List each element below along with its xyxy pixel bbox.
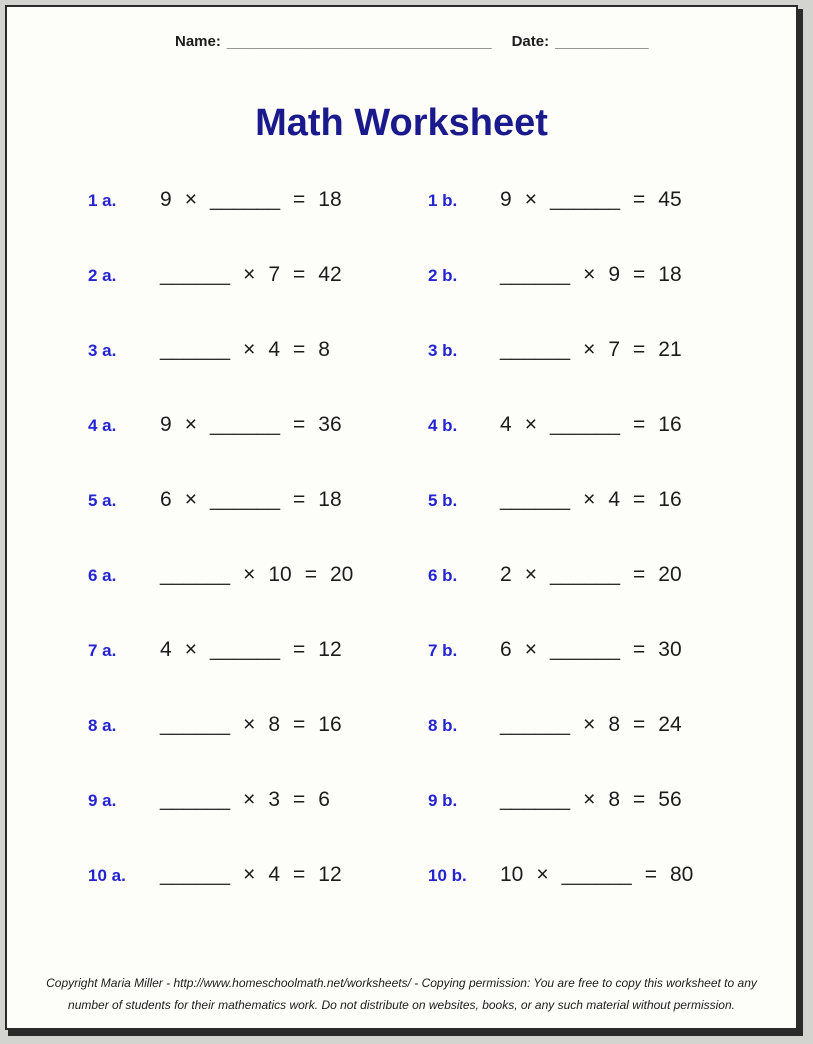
problem-4a	[88, 413, 428, 488]
problems-grid	[88, 188, 780, 938]
answer-blank: ______	[160, 563, 231, 586]
expression-token: =	[633, 488, 646, 511]
expression-token: 21	[658, 338, 682, 361]
problem-expression	[160, 638, 342, 662]
problem-7b	[428, 638, 780, 713]
problem-5a	[88, 488, 428, 563]
expression-token: =	[633, 263, 646, 286]
expression-token: 9	[500, 188, 512, 211]
problem-expression	[500, 338, 682, 362]
problem-expression	[160, 488, 342, 512]
answer-blank: ______	[209, 638, 281, 661]
problem-number-label: 3 b.	[428, 341, 458, 360]
expression-token: 4	[608, 488, 621, 511]
problem-10b	[428, 863, 780, 938]
problem-expression	[160, 713, 342, 737]
answer-blank: ______	[160, 788, 231, 811]
expression-token: 20	[329, 563, 354, 586]
expression-token: ×	[184, 413, 197, 436]
expression-token: 12	[318, 638, 342, 661]
expression-token: ×	[243, 788, 256, 811]
problem-number-label: 7 b.	[428, 641, 458, 660]
problem-number-label: 8 b.	[428, 716, 458, 735]
expression-token: ×	[583, 338, 596, 361]
expression-token: =	[293, 338, 306, 361]
expression-token: =	[633, 713, 646, 736]
expression-token: ×	[524, 413, 537, 436]
problem-number-label: 4 a.	[88, 416, 117, 435]
answer-blank: ______	[209, 488, 281, 511]
problem-expression	[160, 188, 342, 212]
name-label: Name:	[175, 33, 221, 50]
problem-number-label: 4 b.	[428, 416, 458, 435]
problem-number-label: 1 a.	[88, 191, 117, 210]
answer-blank: ______	[549, 638, 621, 661]
expression-token: 2	[500, 563, 512, 586]
problem-expression	[160, 338, 330, 362]
answer-blank: ______	[160, 338, 231, 361]
expression-token: ×	[243, 338, 256, 361]
problem-number-label: 6 b.	[428, 566, 458, 585]
expression-token: ×	[583, 788, 596, 811]
problem-9b	[428, 788, 780, 863]
problem-expression	[500, 788, 682, 812]
expression-token: 6	[500, 638, 512, 661]
worksheet-paper	[5, 5, 798, 1030]
problem-8a	[88, 713, 428, 788]
problem-number-label: 10 b.	[428, 866, 467, 885]
expression-token: 8	[608, 788, 621, 811]
expression-token: 24	[658, 713, 682, 736]
answer-blank: ______	[500, 263, 571, 286]
expression-token: 16	[318, 713, 342, 736]
expression-token: =	[293, 188, 306, 211]
expression-token: 6	[160, 488, 172, 511]
expression-token: =	[293, 488, 306, 511]
problem-number-label: 8 a.	[88, 716, 117, 735]
name-date-header	[175, 33, 649, 50]
problem-expression	[500, 713, 682, 737]
expression-token: 80	[669, 863, 694, 886]
expression-token: 9	[608, 263, 621, 286]
answer-blank: ______	[160, 863, 231, 886]
problem-8b	[428, 713, 780, 788]
expression-token: =	[304, 563, 317, 586]
problem-expression	[500, 413, 682, 437]
date-blank-line: ____________	[555, 33, 649, 49]
answer-blank: ______	[561, 863, 632, 886]
expression-token: 12	[318, 863, 342, 886]
expression-token: ×	[184, 488, 197, 511]
problem-9a	[88, 788, 428, 863]
expression-token: ×	[243, 263, 256, 286]
problem-expression	[160, 863, 342, 887]
problem-expression	[500, 863, 693, 887]
problem-number-label: 3 a.	[88, 341, 117, 360]
expression-token: 3	[268, 788, 281, 811]
expression-token: =	[633, 188, 646, 211]
expression-token: ×	[243, 563, 256, 586]
date-label: Date:	[511, 33, 550, 50]
expression-token: 16	[658, 413, 682, 436]
answer-blank: ______	[549, 413, 621, 436]
problem-number-label: 2 b.	[428, 266, 458, 285]
expression-token: ×	[583, 488, 596, 511]
problem-3a	[88, 338, 428, 413]
expression-token: 56	[658, 788, 682, 811]
problem-2a	[88, 263, 428, 338]
expression-token: 16	[658, 488, 682, 511]
copyright-line-2: number of students for their mathematics work. Do not distribute on websites, books, or any such material without permission.	[68, 997, 735, 1012]
problem-expression	[500, 638, 682, 662]
problem-expression	[160, 563, 353, 587]
expression-token: ×	[583, 263, 596, 286]
problem-number-label: 10 a.	[88, 866, 126, 885]
expression-token: ×	[524, 188, 537, 211]
expression-token: 6	[318, 788, 330, 811]
expression-token: =	[293, 638, 306, 661]
expression-token: =	[293, 863, 306, 886]
expression-token: ×	[243, 713, 256, 736]
expression-token: 7	[608, 338, 621, 361]
expression-token: 18	[658, 263, 682, 286]
problem-3b	[428, 338, 780, 413]
expression-token: =	[633, 788, 646, 811]
expression-token: 18	[318, 188, 342, 211]
problem-1a	[88, 188, 428, 263]
expression-token: =	[644, 863, 657, 886]
problem-expression	[500, 188, 682, 212]
problem-5b	[428, 488, 780, 563]
answer-blank: ______	[500, 788, 571, 811]
expression-token: 4	[268, 338, 281, 361]
expression-token: =	[633, 563, 646, 586]
expression-token: 30	[658, 638, 682, 661]
problem-7a	[88, 638, 428, 713]
answer-blank: ______	[549, 563, 621, 586]
expression-token: 10	[268, 563, 292, 586]
expression-token: =	[293, 713, 306, 736]
expression-token: ×	[524, 638, 537, 661]
problem-4b	[428, 413, 780, 488]
expression-token: 9	[160, 188, 172, 211]
answer-blank: ______	[500, 338, 571, 361]
expression-token: 8	[608, 713, 621, 736]
problem-number-label: 2 a.	[88, 266, 117, 285]
expression-token: ×	[536, 863, 549, 886]
expression-token: =	[293, 263, 306, 286]
worksheet-title: Math Worksheet	[255, 102, 548, 144]
problem-number-label: 5 a.	[88, 491, 117, 510]
problem-1b	[428, 188, 780, 263]
expression-token: =	[633, 338, 646, 361]
problem-expression	[500, 563, 682, 587]
expression-token: 4	[500, 413, 512, 436]
problem-number-label: 1 b.	[428, 191, 458, 210]
answer-blank: ______	[209, 188, 281, 211]
expression-token: 4	[160, 638, 172, 661]
answer-blank: ______	[500, 488, 571, 511]
expression-token: 20	[658, 563, 682, 586]
problem-expression	[160, 263, 342, 287]
answer-blank: ______	[500, 713, 571, 736]
expression-token: ×	[524, 563, 537, 586]
expression-token: 18	[318, 488, 342, 511]
expression-token: ×	[243, 863, 256, 886]
expression-token: 42	[318, 263, 342, 286]
problem-expression	[500, 488, 682, 512]
problem-6b	[428, 563, 780, 638]
expression-token: 8	[268, 713, 281, 736]
expression-token: =	[293, 413, 306, 436]
problem-expression	[500, 263, 682, 287]
expression-token: ×	[583, 713, 596, 736]
problem-6a	[88, 563, 428, 638]
expression-token: =	[633, 638, 646, 661]
expression-token: 9	[160, 413, 172, 436]
problem-expression	[160, 413, 342, 437]
problem-number-label: 9 a.	[88, 791, 117, 810]
expression-token: =	[633, 413, 646, 436]
expression-token: 10	[500, 863, 524, 886]
problem-2b	[428, 263, 780, 338]
problem-10a	[88, 863, 428, 938]
copyright-line-1: Copyright Maria Miller - http://www.homeschoolmath.net/worksheets/ - Copying permission: You are free to copy this worksheet to any	[46, 975, 757, 990]
answer-blank: ______	[549, 188, 621, 211]
expression-token: ×	[184, 188, 197, 211]
expression-token: ×	[184, 638, 197, 661]
problem-number-label: 6 a.	[88, 566, 117, 585]
problem-number-label: 7 a.	[88, 641, 117, 660]
expression-token: 8	[318, 338, 330, 361]
expression-token: 7	[268, 263, 281, 286]
problem-number-label: 5 b.	[428, 491, 458, 510]
expression-token: 45	[658, 188, 682, 211]
answer-blank: ______	[209, 413, 281, 436]
answer-blank: ______	[160, 263, 231, 286]
copyright-footer	[7, 972, 796, 1016]
answer-blank: ______	[160, 713, 231, 736]
expression-token: 36	[318, 413, 342, 436]
problem-number-label: 9 b.	[428, 791, 458, 810]
name-blank-line: __________________________________	[226, 33, 492, 49]
expression-token: 4	[268, 863, 281, 886]
problem-expression	[160, 788, 330, 812]
expression-token: =	[293, 788, 306, 811]
